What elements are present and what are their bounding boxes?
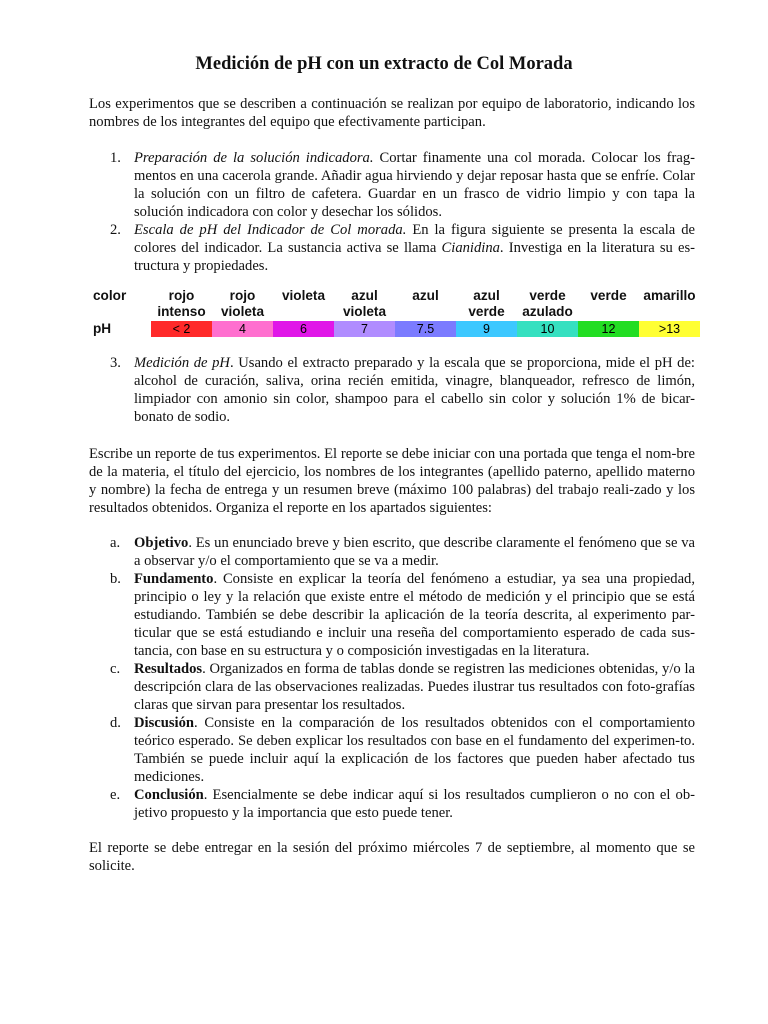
ph-scale-cell: 9 [456, 321, 517, 337]
ph-scale-cell: 12 [578, 321, 639, 337]
page-title: Medición de pH con un extracto de Col Morada [195, 54, 573, 74]
scale-color-name-line1: verde [529, 288, 566, 303]
ph-scale-cell: 6 [273, 321, 334, 337]
scale-color-name-line2: verde [468, 304, 505, 319]
step-text: . Usando el extracto preparado y la escala que se proporciona, mide el pH de: alcohol de curación, saliva, orina recién emitida, vinagre, blanqueador, refresco de limón, limpiador con amonio sin color, shampoo para el cabello sin color y solución 1% de bicar-bonato de sodio. [134, 355, 695, 425]
list-marker: e. [110, 787, 121, 803]
list-item [89, 786, 695, 822]
list-item [89, 660, 695, 714]
scale-color-name-line1: azul [351, 288, 378, 303]
list-marker: d. [110, 715, 121, 731]
scale-color-name-line1: violeta [281, 288, 326, 303]
step-text: Cortar finamente una col morada. Colocar los frag-mentos en una cacerola grande. Añadir agua hirviendo y dejar reposar hasta que se enfríe. Colar la solución con un filtro de cafetera. Guardar en un frasco de vidrio limpio y con tapa la solución indicadora con color y desechar los sólidos. [134, 150, 695, 220]
steps-list-continued [89, 354, 695, 426]
color-row-label: color [93, 288, 127, 303]
scale-color-name-line1: verde [590, 288, 627, 303]
list-item [89, 221, 695, 275]
list-marker: 2. [110, 222, 121, 238]
list-item [89, 570, 695, 660]
ph-row-label: pH [93, 321, 112, 336]
report-paragraph: Escribe un reporte de tus experimentos. El reporte se debe iniciar con una portada que tenga el nom-bre de la materia, el título del ejercicio, los nombres de los integrantes (apellido paterno, apellido materno y nombre) la fecha de entrega y un resumen breve (máximo 100 palabras) del trabajo reali-zado y los resultados obtenidos. Organiza el reporte en los apartados siguientes: [89, 446, 695, 516]
step-heading: Medición de pH [134, 355, 230, 371]
list-item [89, 354, 695, 426]
ph-scale-cell: 4 [212, 321, 273, 337]
scale-color-name-line1: azul [473, 288, 500, 303]
section-text: . Consiste en la comparación de los resultados obtenidos con el comportamiento teórico esperado. Se deben explicar los resultados con base en el fundamento del experimen-to. También se puede incluir aquí la explicación de los factores que pueden haber afectado tus mediciones. [134, 715, 695, 785]
step-text: En la figura siguiente se presenta la escala de colores del indicador. La sustancia activa se llama [134, 222, 696, 256]
ph-scale-cell: < 2 [151, 321, 212, 337]
section-text: . Es un enunciado breve y bien escrito, que describe claramente el fenómeno que se va a observar y/o el comportamiento que se va a medir. [134, 535, 695, 569]
list-marker: a. [110, 535, 121, 551]
ph-scale-cell: >13 [639, 321, 700, 337]
list-item [89, 714, 695, 786]
step-text: . Investiga en la literatura su es-tructura y propiedades. [134, 240, 696, 274]
section-text: . Organizados en forma de tablas donde se registren las mediciones obtenidas, y/o la descripción clara de las observaciones realizadas. Puedes ilustrar tus resultados con foto-grafías claras que sirvan para presentar los resultados. [134, 661, 695, 713]
scale-color-name-line1: rojo [229, 288, 256, 303]
intro-paragraph: Los experimentos que se describen a continuación se realizan por equipo de laboratorio, indicando los nombres de los integrantes del equipo que efectivamente participan. [89, 96, 695, 130]
scale-color-name-line1: amarillo [643, 288, 696, 303]
ph-scale-cell: 7 [334, 321, 395, 337]
list-marker: b. [110, 571, 121, 587]
list-item [89, 149, 695, 221]
scale-color-name-line1: azul [412, 288, 439, 303]
ph-scale-cell: 10 [517, 321, 578, 337]
scale-color-name [633, 288, 706, 304]
section-heading: Conclusión [134, 787, 204, 803]
list-marker: 1. [110, 150, 121, 166]
list-marker: c. [110, 661, 121, 677]
ph-scale-cell: 7.5 [395, 321, 456, 337]
step-heading: Escala de pH del Indicador de Col morada. [134, 222, 407, 238]
sections-list [89, 534, 695, 822]
section-heading: Discusión [134, 715, 195, 731]
list-marker: 3. [110, 355, 121, 371]
step-emphasis: Cianidina [441, 240, 500, 256]
scale-color-name-line2: intenso [157, 304, 206, 319]
closing-paragraph: El reporte se debe entregar en la sesión del próximo miércoles 7 de septiembre, al momento que se solicite. [89, 840, 695, 874]
section-heading: Objetivo [134, 535, 189, 551]
section-heading: Resultados [134, 661, 203, 677]
scale-color-name-line1: rojo [168, 288, 195, 303]
section-text: . Esencialmente se debe indicar aquí si los resultados cumplieron o no con el ob-jetivo propuesto y la importancia que esto puede tener. [134, 787, 695, 821]
section-heading: Fundamento [134, 571, 214, 587]
steps-list [89, 149, 695, 275]
section-text: . Consiste en explicar la teoría del fenómeno a estudiar, ya sea una propiedad, principio o ley y la relación que existe entre el método de medición y el principio que se está estudiando. También se debe describir la aplicación de la teoría descrita, al experimento par-ticular que se está estudiando e incluir una reseña del comportamiento esperado de cada sus-tancia, con base en su estructura y o composición investigadas en la literatura. [134, 571, 695, 659]
step-heading: Preparación de la solución indicadora. [134, 150, 374, 166]
list-item [89, 534, 695, 570]
scale-color-name-line2: violeta [220, 304, 265, 319]
ph-color-bar [151, 321, 700, 337]
scale-color-name-line2: azulado [522, 304, 573, 319]
scale-color-name-line2: violeta [342, 304, 387, 319]
